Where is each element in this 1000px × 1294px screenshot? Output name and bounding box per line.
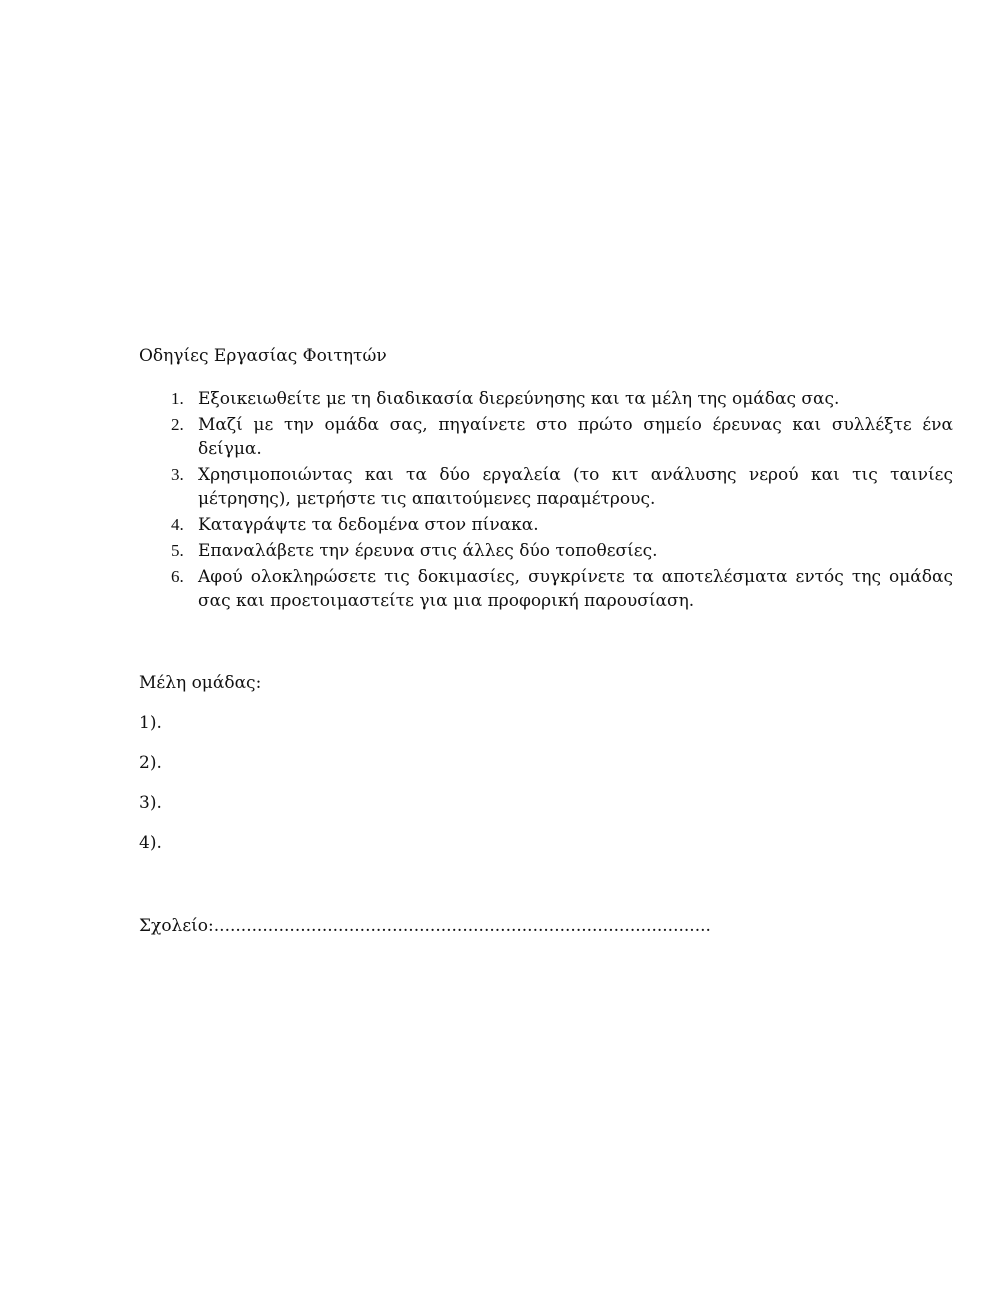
group-member-line-3: 3).: [139, 793, 162, 813]
instruction-item: [139, 513, 953, 537]
group-member-line-2: 2).: [139, 753, 162, 773]
instruction-item: [139, 387, 953, 411]
instruction-item: [139, 413, 953, 461]
instruction-number: 5.: [171, 541, 184, 560]
group-member-line-1: 1).: [139, 713, 162, 733]
instruction-text: Μαζί με την ομάδα σας, πηγαίνετε στο πρώτο σημείο έρευνας και συλλέξτε ένα δείγμα.: [198, 415, 953, 459]
instruction-number: 3.: [171, 465, 184, 484]
instruction-number: 4.: [171, 515, 184, 534]
instruction-text: Αφού ολοκληρώσετε τις δοκιμασίες, συγκρίνετε τα αποτελέσματα εντός της ομάδας σας και προετοιμαστείτε για μια προφορική παρουσίαση.: [198, 567, 953, 611]
instruction-text: Επαναλάβετε την έρευνα στις άλλες δύο τοποθεσίες.: [198, 541, 658, 561]
instruction-text: Καταγράψτε τα δεδομένα στον πίνακα.: [198, 515, 539, 535]
instruction-text: Χρησιμοποιώντας και τα δύο εργαλεία (το κιτ ανάλυσης νερού και τις ταινίες μέτρησης), μετρήστε τις απαιτούμενες παραμέτρους.: [198, 465, 953, 509]
instruction-item: [139, 463, 953, 511]
document-title: Οδηγίες Εργασίας Φοιτητών: [139, 346, 387, 366]
instruction-item: [139, 565, 953, 613]
instruction-text: Εξοικειωθείτε με τη διαδικασία διερεύνησης και τα μέλη της ομάδας σας.: [198, 389, 840, 409]
group-member-line-4: 4).: [139, 833, 162, 853]
instruction-number: 6.: [171, 567, 184, 586]
school-field-line: Σχολείο:............................................................................................: [139, 916, 711, 936]
instruction-item: [139, 539, 953, 563]
instruction-number: 2.: [171, 415, 184, 434]
instructions-list: [139, 387, 953, 615]
group-members-label: Μέλη ομάδας:: [139, 673, 262, 693]
instruction-number: 1.: [171, 389, 184, 408]
